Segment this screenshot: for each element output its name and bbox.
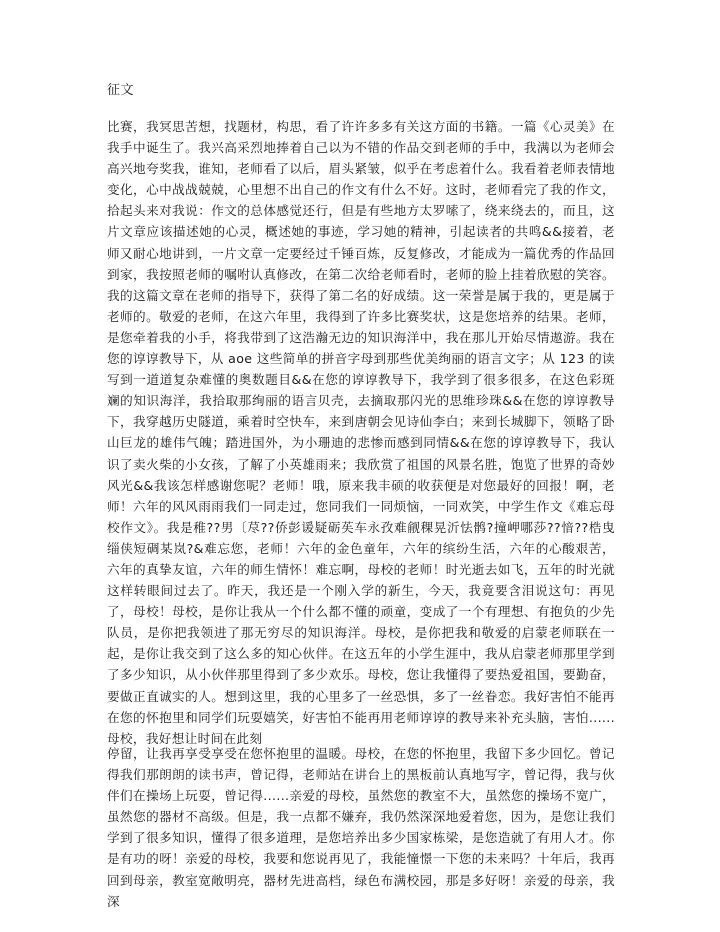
body-paragraph-1: 比赛，我冥思苦想，找题材，构思，看了许许多多有关这方面的书籍。一篇《心灵美》在我手中诞生了。我兴高采烈地捧着自己以为不错的作品交到老师的手中，我满以为老师会高兴地夸奖我，谁知，老师看了以后，眉头紧皱，似乎在考虑着什么。我看着老师表情地变化，心中战战兢兢，心里想不出自己的作文有什么不好。这时，老师看完了我的作文，拾起头来对我说：作文的总体感觉还行，但是有些地方太罗嗦了，绕来绕去的，而且，这片文章应该描述她的心灵，概述她的事迹，学习她的精神，引起读者的共鸣&&接着，老师又耐心地讲到，一片文章一定要经过千锤百炼，反复修改，才能成为一篇优秀的作品回到家，我按照老师的嘱咐认真修改，在第二次给老师看时，老师的脸上挂着欣慰的笑容。我的这篇文章在老师的指导下，获得了第二名的好成绩。这一荣誉是属于我的，更是属于老师的。敬爱的老师，在这六年里，我得到了许多比赛奖状，这是您培养的结果。老师，是您牵着我的小手，将我带到了这浩瀚无边的知识海洋中，我在那儿开始尽情遨游。我在您的谆谆教导下，从 aoe 这些简单的拼音字母到那些优美绚丽的语言文字；从 123 的读写到一道道复杂难懂的奥数题目&&在您的谆谆教导下，我学到了很多很多，在这色彩斑斓的知识海洋，我拾取那绚丽的语言贝壳，去摘取那闪光的思维珍珠&&在您的谆谆教导下，我穿越历史隧道，乘着时空快车，来到唐朝会见诗仙李白；来到长城脚下，领略了卧山巨龙的雄伟气魄；踏进国外，为小珊迪的悲惨而感到同情&&在您的谆谆教导下，我认识了卖火柴的小女孩，了解了小英雄雨来；我欣赏了祖国的风景名胜，饱览了世界的奇妙风光&&我该怎样感谢您呢？老师！哦，原来我丰硕的收获便是对您最好的回报！啊，老师！六年的风风雨雨我们一同走过，您同我们一同烦恼，一同欢笑，中学生作文《难忘母校作文》。我是稚??男〔荩??侨彭谖疑砺苵车永孜难觎稞晃沂怯鹘?撞岬哪莎??愔??梏曳缁侠短碉某岚?&难忘您，老师！六年的金色童年，六年的缤纷生活，六年的心酸艰苦，六年的真挚友谊，六年的师生情怀！难忘啊，母校的老师！时光逝去如飞，五年的时光就这样转眼间过去了。昨天，我还是一个刚入学的新生，今天，我竟要含泪说这句：再见了，母校！母校，是你让我从一个什么都不懂的顽童，变成了一个有理想、有抱负的少先队员，是你把我领进了那无穷尽的知识海洋。母校，是你把我和敬爱的启蒙老师联在一起，是你让我交到了这么多的知心伙伴。在这五年的小学生涯中，我从启蒙老师那里学到了多少知识，从小伙伴那里得到了多少欢乐。母校，您让我懂得了要热爱祖国，要勤奋，要做正直诚实的人。想到这里，我的心里多了一丝恐惧，多了一丝眷恋。我好害怕不能再在您的怀抱里和同学们玩耍嬉笑，好害怕不能再用老师谆谆的教导来补充头脑，害怕......母校，我好想让时间在此刻 [107,119,615,746]
body-paragraph-2: 停留，让我再享受享受在您怀抱里的温暖。母校，在您的怀抱里，我留下多少回忆。曾记得我们那朗朗的读书声，曾记得，老师站在讲台上的黑板前认真地写字，曾记得，我与伙伴们在操场上玩耍，曾记得......亲爱的母校，虽然您的教室不大，虽然您的操场不宽广，虽然您的器材不高级。但是，我一点都不嫌弃，我仍然深深地爱着您，因为，是您让我们学到了很多知识，懂得了很多道理，是您培养出多少国家栋梁，是您造就了有用人才。你是有功的呀！亲爱的母校，我要和您说再见了，我能憧憬一下您的未来吗？十年后，我再回到母亲，教室宽敞明亮，器材先进高档，绿色布满校园，那是多好呀！亲爱的母亲，我深 [107,746,615,909]
document-title: 征文 [107,83,135,98]
